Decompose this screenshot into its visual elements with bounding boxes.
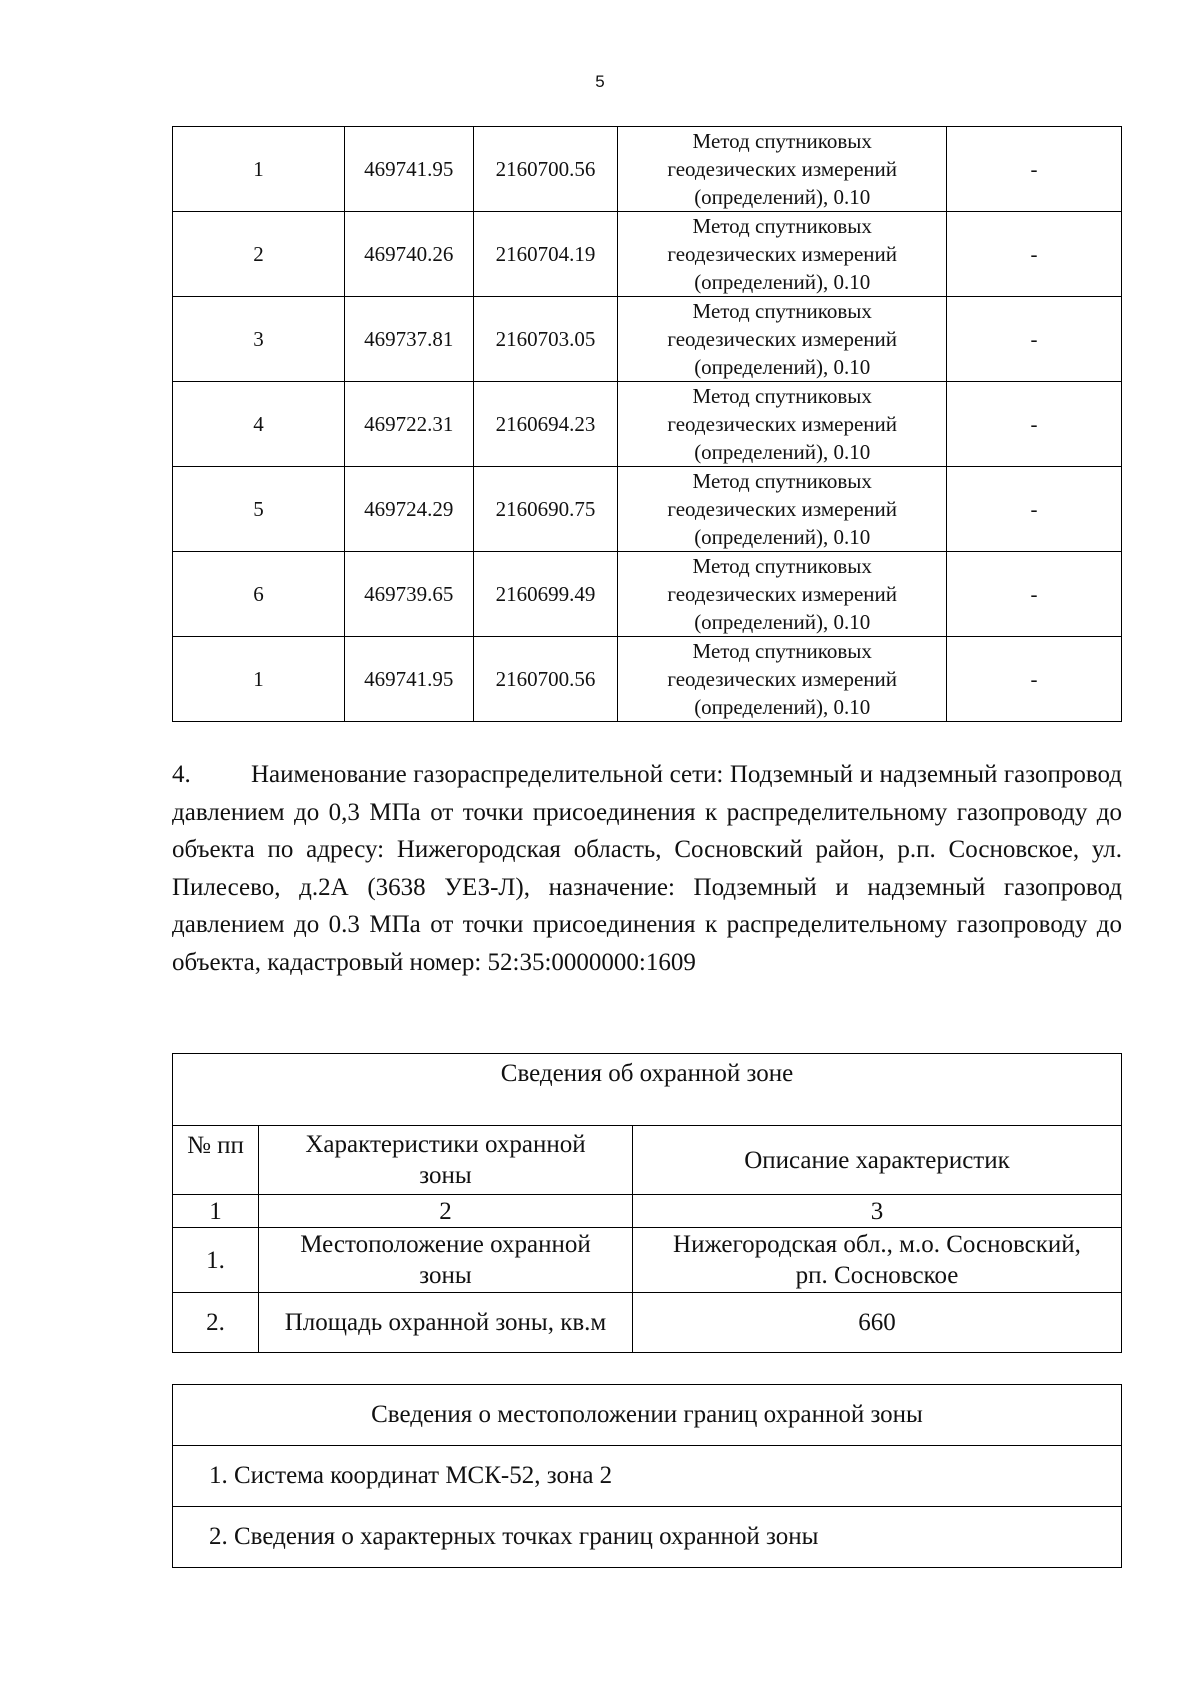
y-coordinate-cell: 2160690.75 — [473, 467, 618, 552]
section-4-paragraph — [172, 756, 1122, 981]
y-coordinate-cell: 2160699.49 — [473, 552, 618, 637]
row-characteristic: Площадь охранной зоны, кв.м — [259, 1293, 633, 1353]
point-number-cell: 5 — [173, 467, 345, 552]
method-line-3: (определений), 0.10 — [694, 695, 871, 719]
method-line-2: геодезических измерений — [667, 667, 898, 691]
row-description-line-1: Нижегородская обл., м.о. Сосновский, — [673, 1231, 1081, 1258]
table-row — [173, 297, 1122, 382]
method-line-3: (определений), 0.10 — [694, 355, 871, 379]
note-cell: - — [947, 127, 1122, 212]
coordinates-table — [172, 126, 1122, 722]
method-cell — [618, 127, 947, 212]
y-coordinate-cell: 2160704.19 — [473, 212, 618, 297]
method-cell — [618, 382, 947, 467]
header-description: Описание характеристик — [633, 1126, 1122, 1195]
table-row — [173, 382, 1122, 467]
table-title-row — [173, 1054, 1122, 1126]
point-number-cell: 1 — [173, 637, 345, 722]
x-coordinate-cell: 469739.65 — [344, 552, 473, 637]
column-index-3: 3 — [633, 1195, 1122, 1228]
method-line-3: (определений), 0.10 — [694, 440, 871, 464]
page-number: 5 — [595, 72, 605, 91]
table-row — [173, 212, 1122, 297]
point-number-cell: 2 — [173, 212, 345, 297]
method-line-2: геодезических измерений — [667, 412, 898, 436]
point-number-cell: 6 — [173, 552, 345, 637]
row-characteristic-line-1: Местоположение охранной — [300, 1231, 591, 1258]
method-line-1: Метод спутниковых — [692, 469, 872, 493]
method-line-1: Метод спутниковых — [692, 214, 872, 238]
method-line-1: Метод спутниковых — [692, 554, 872, 578]
table-header-row — [173, 1126, 1122, 1195]
table-row — [173, 637, 1122, 722]
method-line-3: (определений), 0.10 — [694, 270, 871, 294]
y-coordinate-cell: 2160694.23 — [473, 382, 618, 467]
header-characteristics-line-2: зоны — [419, 1162, 472, 1189]
table-row — [173, 467, 1122, 552]
method-line-3: (определений), 0.10 — [694, 185, 871, 209]
row-characteristic — [259, 1228, 633, 1293]
point-number-cell: 4 — [173, 382, 345, 467]
list-item — [173, 1446, 1122, 1507]
section-4-text: Наименование газораспределительной сети: Подземный и надземный газопровод давлением до 0,3 МПа от точки присоединения к распределительному газопроводу до объекта по адресу: Нижегородская область, Сосновский район, р.п. Сосновское, ул. Пилесево, д.2А (3638 УЕЗ-Л), назначение: Подземный и надземный газопровод давлением до 0.3 МПа от точки присоединения к распределительному газопроводу до объекта, кадастровый номер: 52:35:0000000:1609 — [172, 761, 1122, 976]
header-characteristics-line-1: Характеристики охранной — [305, 1131, 586, 1158]
table-row — [173, 1293, 1122, 1353]
protection-zone-table — [172, 1053, 1122, 1353]
x-coordinate-cell: 469740.26 — [344, 212, 473, 297]
x-coordinate-cell: 469741.95 — [344, 127, 473, 212]
table-title-row — [173, 1385, 1122, 1446]
zone-boundaries-table — [172, 1384, 1122, 1568]
section-4-number: 4. — [172, 761, 191, 788]
bounds-table-title: Сведения о местоположении границ охранной зоны — [173, 1385, 1122, 1446]
x-coordinate-cell: 469724.29 — [344, 467, 473, 552]
note-cell: - — [947, 212, 1122, 297]
row-num: 1. — [173, 1228, 259, 1293]
header-characteristics — [259, 1126, 633, 1195]
note-cell: - — [947, 467, 1122, 552]
row-description: 660 — [633, 1293, 1122, 1353]
coordinates-table-body — [173, 127, 1122, 722]
table-row — [173, 552, 1122, 637]
table-row — [173, 1228, 1122, 1293]
column-index-2: 2 — [259, 1195, 633, 1228]
row-description-line-2: рп. Сосновское — [795, 1262, 959, 1289]
point-number-cell: 3 — [173, 297, 345, 382]
method-cell — [618, 212, 947, 297]
x-coordinate-cell: 469737.81 — [344, 297, 473, 382]
bounds-item-characteristic-points: 2. Сведения о характерных точках границ охранной зоны — [173, 1507, 1122, 1568]
note-cell: - — [947, 637, 1122, 722]
y-coordinate-cell: 2160703.05 — [473, 297, 618, 382]
point-number-cell: 1 — [173, 127, 345, 212]
header-num: № пп — [173, 1126, 259, 1195]
method-line-2: геодезических измерений — [667, 327, 898, 351]
bounds-item-coordinate-system: 1. Система координат МСК-52, зона 2 — [173, 1446, 1122, 1507]
method-line-1: Метод спутниковых — [692, 384, 872, 408]
method-line-1: Метод спутниковых — [692, 299, 872, 323]
method-line-2: геодезических измерений — [667, 242, 898, 266]
method-cell — [618, 297, 947, 382]
note-cell: - — [947, 552, 1122, 637]
method-line-3: (определений), 0.10 — [694, 525, 871, 549]
method-line-2: геодезических измерений — [667, 582, 898, 606]
row-num: 2. — [173, 1293, 259, 1353]
column-index-row — [173, 1195, 1122, 1228]
list-item — [173, 1507, 1122, 1568]
x-coordinate-cell: 469741.95 — [344, 637, 473, 722]
row-description — [633, 1228, 1122, 1293]
method-cell — [618, 467, 947, 552]
method-cell — [618, 552, 947, 637]
method-line-2: геодезических измерений — [667, 497, 898, 521]
method-line-1: Метод спутниковых — [692, 639, 872, 663]
x-coordinate-cell: 469722.31 — [344, 382, 473, 467]
method-line-2: геодезических измерений — [667, 157, 898, 181]
y-coordinate-cell: 2160700.56 — [473, 637, 618, 722]
note-cell: - — [947, 297, 1122, 382]
zone-table-title: Сведения об охранной зоне — [173, 1054, 1122, 1126]
column-index-1: 1 — [173, 1195, 259, 1228]
method-line-3: (определений), 0.10 — [694, 610, 871, 634]
table-row — [173, 127, 1122, 212]
note-cell: - — [947, 382, 1122, 467]
y-coordinate-cell: 2160700.56 — [473, 127, 618, 212]
method-cell — [618, 637, 947, 722]
row-characteristic-line-2: зоны — [419, 1262, 472, 1289]
method-line-1: Метод спутниковых — [692, 129, 872, 153]
